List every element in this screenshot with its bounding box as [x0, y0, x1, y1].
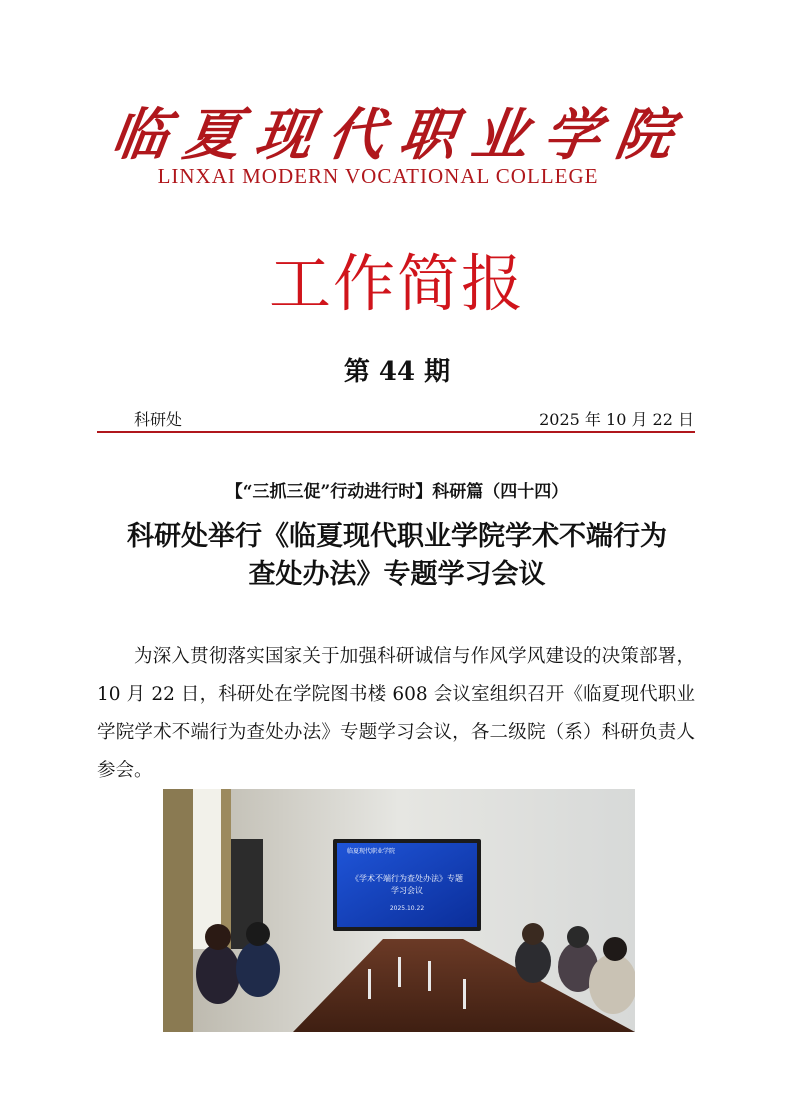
- masthead-char: 夏: [179, 102, 245, 168]
- microphone: [398, 957, 401, 987]
- masthead-char: 业: [467, 102, 533, 168]
- microphone: [368, 969, 371, 999]
- headline-line: 查处办法》专题学习会议: [248, 559, 546, 590]
- college-name-english: LINXAI MODERN VOCATIONAL COLLEGE: [157, 164, 599, 188]
- screen-title-line1: 《学术不端行为查处办法》专题: [351, 874, 463, 883]
- attendee: [196, 944, 240, 1004]
- screen-logo: 临夏现代职业学院: [347, 848, 396, 855]
- curtain-left: [163, 789, 193, 1032]
- series-subtitle: 【“三抓三促”行动进行时】科研篇（四十四）: [225, 482, 569, 502]
- article-headline: [90, 518, 704, 594]
- masthead-char: 临: [107, 102, 173, 168]
- headline-line: 科研处举行《临夏现代职业学院学术不端行为: [127, 521, 667, 552]
- department-label: 科研处: [134, 410, 183, 429]
- screen-date: 2025.10.22: [389, 905, 425, 912]
- issue-date: 2025 年 10 月 22 日: [539, 410, 694, 429]
- attendee: [515, 939, 551, 983]
- attendee: [589, 954, 635, 1014]
- college-name-calligraphy: [107, 100, 677, 170]
- screen-title-line2: 学习会议: [391, 886, 423, 895]
- masthead-char: 学: [539, 102, 605, 168]
- masthead-char: 院: [611, 102, 677, 168]
- microphone: [463, 979, 466, 1009]
- masthead-char: 职: [395, 102, 461, 168]
- masthead-char: 代: [323, 102, 389, 168]
- attendee: [236, 941, 280, 997]
- header-divider: [97, 431, 695, 433]
- issue-number: 第 44 期: [343, 357, 451, 387]
- report-title: 工作简报: [268, 247, 525, 320]
- meeting-photo: [163, 789, 635, 1032]
- masthead-char: 现: [251, 102, 317, 168]
- article-paragraph: 为深入贯彻落实国家关于加强科研诚信与作风学风建设的决策部署，10 月 22 日，科研处在学院图书楼 608 会议室组织召开《临夏现代职业学院学术不端行为查处办法》专题学习会议，各二级院（系）科研负责人参会。: [97, 646, 695, 781]
- tv-screen: [337, 843, 477, 927]
- microphone: [428, 961, 431, 991]
